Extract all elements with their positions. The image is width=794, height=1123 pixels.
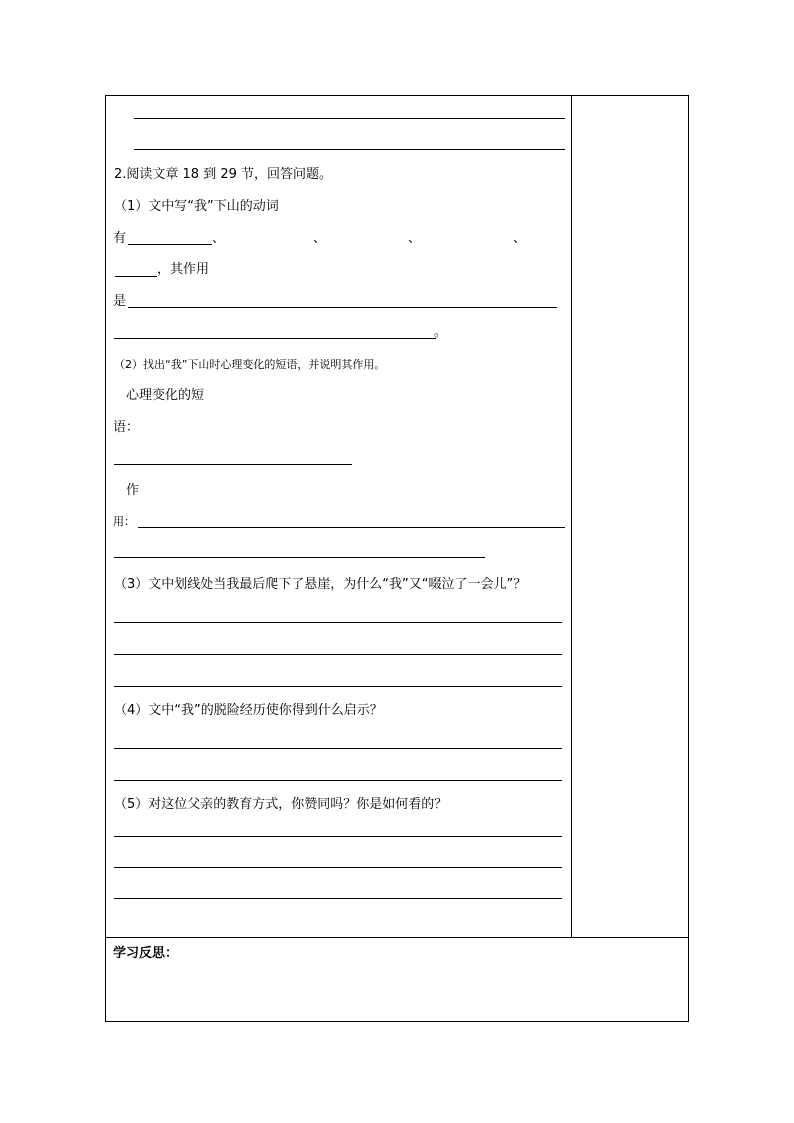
answer-line: [114, 898, 562, 899]
question-2-heading: 2.阅读文章 18 到 29 节，回答问题。: [114, 167, 333, 182]
period: 。: [434, 325, 448, 340]
sub-question-1-prompt: （1）文中写“我”下山的动词: [114, 199, 279, 214]
sub-question-3-prompt: （3）文中划线处当我最后爬下了悬崖，为什么“我”又“啜泣了一会儿”？: [114, 577, 527, 592]
answer-line: [114, 338, 436, 339]
sub-question-2-prompt: （2）找出“我”下山时心理变化的短语，并说明其作用。: [114, 358, 386, 371]
phrase-label: 心理变化的短: [126, 388, 205, 403]
row-divider: [105, 937, 689, 938]
answer-line: [114, 867, 562, 868]
answer-line: [114, 748, 562, 749]
effect-label-cont: 用：: [113, 515, 135, 528]
answer-line: [114, 780, 562, 781]
comma: 、: [513, 231, 527, 246]
sub-question-5-prompt: （5）对这位父亲的教育方式，你赞同吗？你是如何看的？: [114, 797, 448, 812]
effect-label: 作: [126, 483, 140, 498]
answer-line: [138, 527, 565, 528]
answer-line: [114, 686, 562, 687]
shi-label: 是: [113, 294, 127, 309]
comma: 、: [408, 231, 422, 246]
blank-line: [128, 244, 212, 245]
answer-line: [134, 149, 565, 150]
column-divider: [571, 95, 572, 938]
blank-line: [115, 276, 157, 277]
answer-line: [114, 654, 562, 655]
answer-line: [134, 118, 565, 119]
sub-question-4-prompt: （4）文中“我”的脱险经历使你得到什么启示？: [114, 703, 383, 718]
comma: 、: [212, 231, 226, 246]
reflection-label: 学习反思：: [113, 946, 179, 961]
comma: 、: [313, 231, 327, 246]
worksheet-table: [105, 95, 689, 1022]
answer-line: [114, 836, 562, 837]
answer-line: [114, 557, 485, 558]
answer-line: [128, 307, 557, 308]
you-label: 有: [113, 231, 127, 246]
its-effect-label: ，其作用: [157, 262, 210, 277]
answer-line: [114, 464, 352, 465]
answer-line: [114, 622, 562, 623]
phrase-label-cont: 语：: [113, 420, 140, 435]
